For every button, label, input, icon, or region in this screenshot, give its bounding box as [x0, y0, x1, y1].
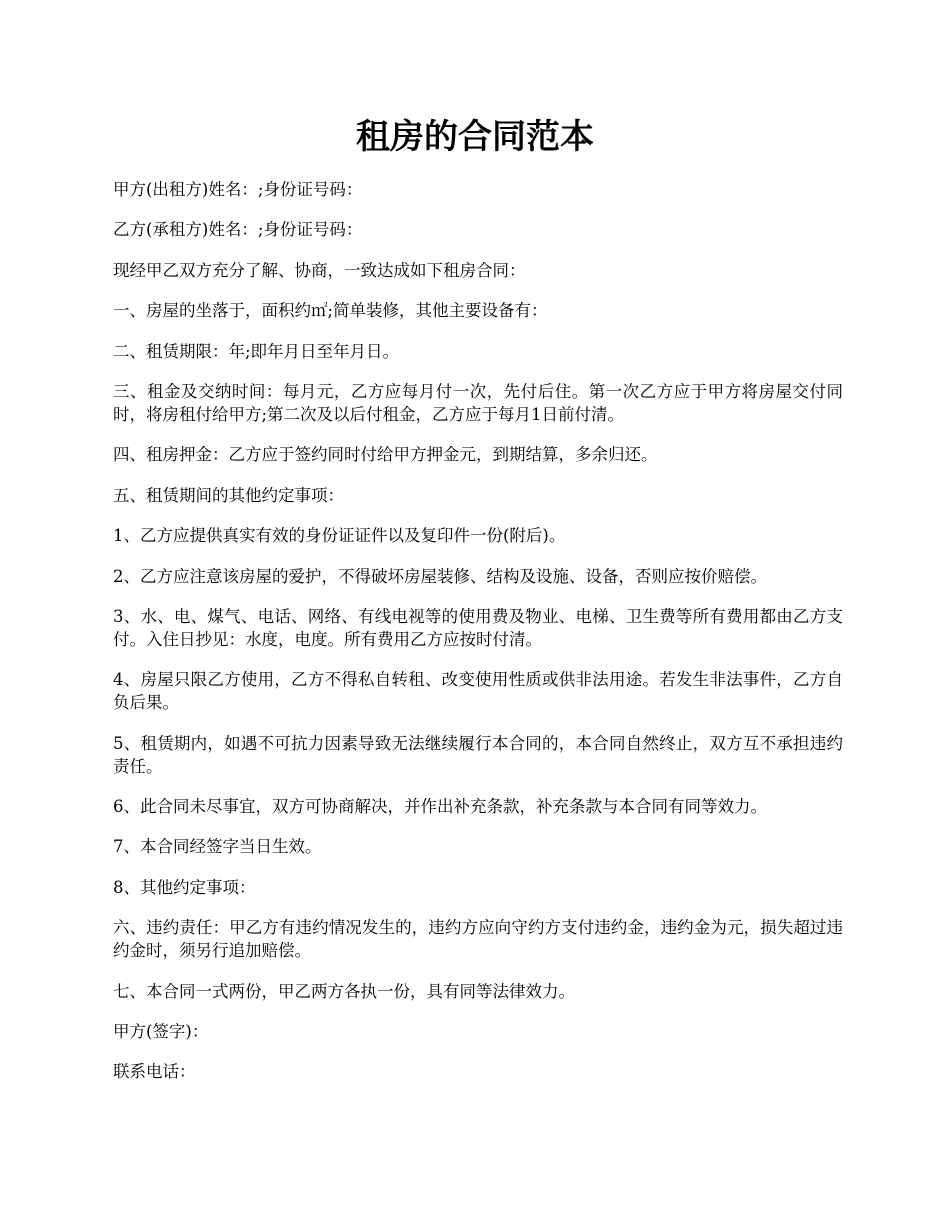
clause-2-term: 二、租赁期限：年;即年月日至年月日。 — [113, 341, 400, 361]
clause-5-other-terms: 五、租赁期间的其他约定事项： — [113, 485, 344, 505]
contact-phone: 联系电话： — [113, 1062, 196, 1082]
term-item-3: 3、水、电、煤气、电话、网络、有线电视等的使用费及物业、电梯、卫生费等所有费用都由乙方支付。入住日抄见：水度，电度。所有费用乙方应按时付清。 — [113, 606, 843, 649]
clause-6-breach: 六、违约责任：甲乙方有违约情况发生的，违约方应向守约方支付违约金，违约金为元，损失超过违约金时，须另行追加赔偿。 — [113, 918, 843, 961]
clause-1-property: 一、房屋的坐落于，面积约㎡;简单装修，其他主要设备有： — [113, 301, 548, 321]
party-a-info: 甲方(出租方)姓名：;身份证号码： — [113, 180, 363, 199]
clause-7-copies: 七、本合同一式两份，甲乙两方各执一份，具有同等法律效力。 — [113, 981, 575, 1001]
contract-preamble: 现经甲乙双方充分了解、协商，一致达成如下租房合同： — [113, 260, 526, 280]
term-item-6: 6、此合同未尽事宜，双方可协商解决，并作出补充条款，补充条款与本合同有同等效力。 — [113, 797, 767, 817]
party-a-signature: 甲方(签字)： — [113, 1022, 209, 1042]
term-item-2: 2、乙方应注意该房屋的爱护，不得破坏房屋装修、结构及设施、设备，否则应按价赔偿。 — [113, 566, 767, 586]
term-item-4: 4、房屋只限乙方使用，乙方不得私自转租、改变使用性质或供非法用途。若发生非法事件，乙方自负后果。 — [113, 670, 843, 713]
party-b-info: 乙方(承租方)姓名：;身份证号码： — [113, 220, 363, 240]
clause-3-rent: 三、租金及交纳时间：每月元，乙方应每月付一次，先付后住。第一次乙方应于甲方将房屋交付同时，将房租付给甲方;第二次及以后付租金，乙方应于每月1日前付清。 — [113, 381, 843, 424]
clause-4-deposit: 四、租房押金：乙方应于签约同时付给甲方押金元，到期结算，多余归还。 — [113, 445, 658, 465]
term-item-8: 8、其他约定事项： — [113, 877, 256, 897]
term-item-7: 7、本合同经签字当日生效。 — [113, 837, 322, 857]
term-item-5: 5、租赁期内，如遇不可抗力因素导致无法继续履行本合同的，本合同自然终止，双方互不承担违约责任。 — [113, 733, 843, 776]
document-body — [113, 178, 843, 1101]
term-item-1: 1、乙方应提供真实有效的身份证证件以及复印件一份(附后)。 — [113, 526, 566, 546]
document-title: 租房的合同范本 — [356, 117, 594, 157]
